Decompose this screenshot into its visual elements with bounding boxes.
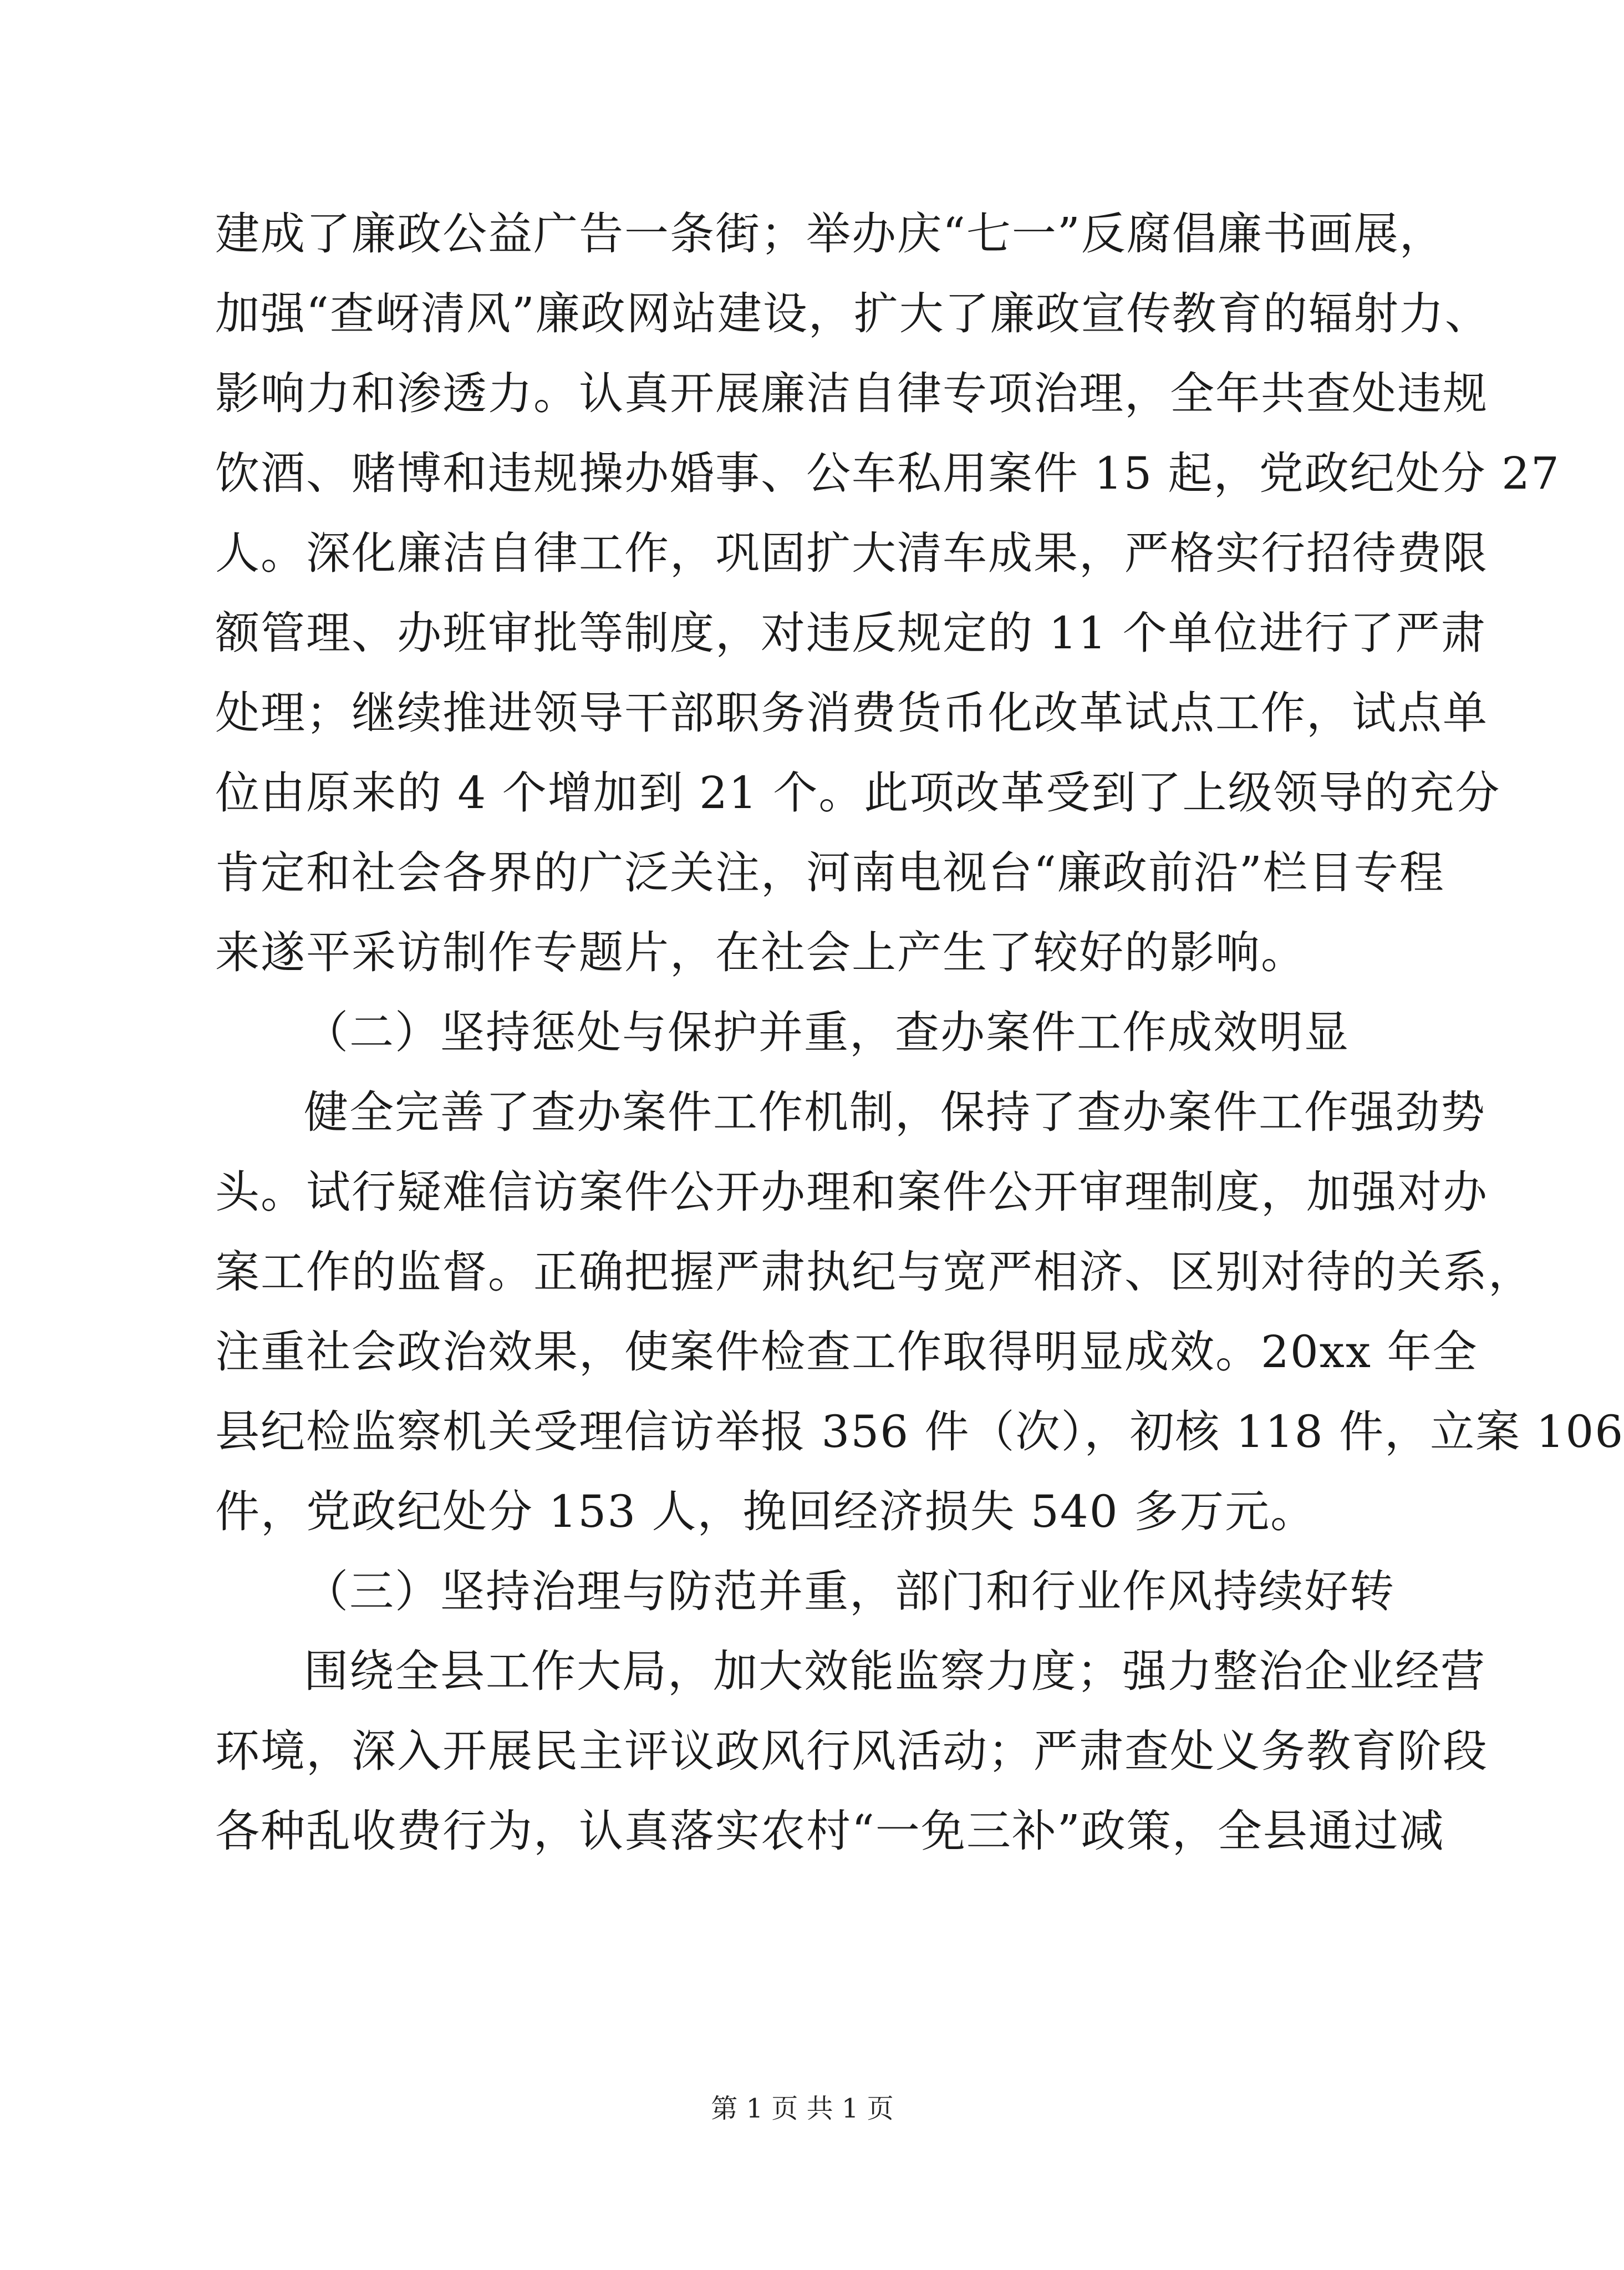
body-line: 县纪检监察机关受理信访举报 356 件（次），初核 118 件，立案 106 <box>215 1406 1624 1458</box>
body-line: 件，党政纪处分 153 人，挽回经济损失 540 多万元。 <box>215 1486 1316 1537</box>
body-line: 位由原来的 4 个增加到 21 个。此项改革受到了上级领导的充分 <box>215 767 1501 819</box>
body-line: 建成了廉政公益广告一条街；举办庆“七一”反腐倡廉书画展， <box>215 208 1445 260</box>
body-line: 案工作的监督。正确把握严肃执纪与宽严相济、区别对待的关系， <box>215 1246 1534 1298</box>
body-line: 处理；继续推进领导干部职务消费货币化改革试点工作，试点单 <box>215 687 1488 739</box>
body-line: 饮酒、赌博和违规操办婚事、公车私用案件 15 起，党政纪处分 27 <box>215 448 1560 499</box>
body-line: 影响力和渗透力。认真开展廉洁自律专项治理，全年共查处违规 <box>215 368 1488 419</box>
body-line: 健全完善了查办案件工作机制，保持了查办案件工作强劲势 <box>304 1086 1486 1138</box>
body-line: 来遂平采访制作专题片，在社会上产生了较好的影响。 <box>215 927 1306 978</box>
body-line: 加强“查岈清风”廉政网站建设，扩大了廉政宣传教育的辐射力、 <box>215 288 1490 339</box>
body-line: 各种乱收费行为，认真落实农村“一免三补”政策，全县通过减 <box>215 1805 1445 1857</box>
body-line: 头。试行疑难信访案件公开办理和案件公开审理制度，加强对办 <box>215 1166 1488 1218</box>
body-line: 人。深化廉洁自律工作，巩固扩大清车成果，严格实行招待费限 <box>215 527 1488 579</box>
body-line: 肯定和社会各界的广泛关注，河南电视台“廉政前沿”栏目专程 <box>215 847 1445 898</box>
section-heading: （二）坚持惩处与保护并重，查办案件工作成效明显 <box>304 1007 1350 1058</box>
body-line: 环境，深入开展民主评议政风行风活动；严肃查处义务教育阶段 <box>215 1725 1488 1777</box>
body-line: 额管理、办班审批等制度，对违反规定的 11 个单位进行了严肃 <box>215 607 1486 659</box>
body-line: 注重社会政治效果，使案件检查工作取得明显成效。20xx 年全 <box>215 1326 1478 1378</box>
document-body <box>215 194 1624 1871</box>
section-heading: （三）坚持治理与防范并重，部门和行业作风持续好转 <box>304 1566 1395 1617</box>
body-line: 围绕全县工作大局，加大效能监察力度；强力整治企业经营 <box>304 1646 1486 1697</box>
page-number-footer: 第 1 页 共 1 页 <box>711 2093 894 2124</box>
